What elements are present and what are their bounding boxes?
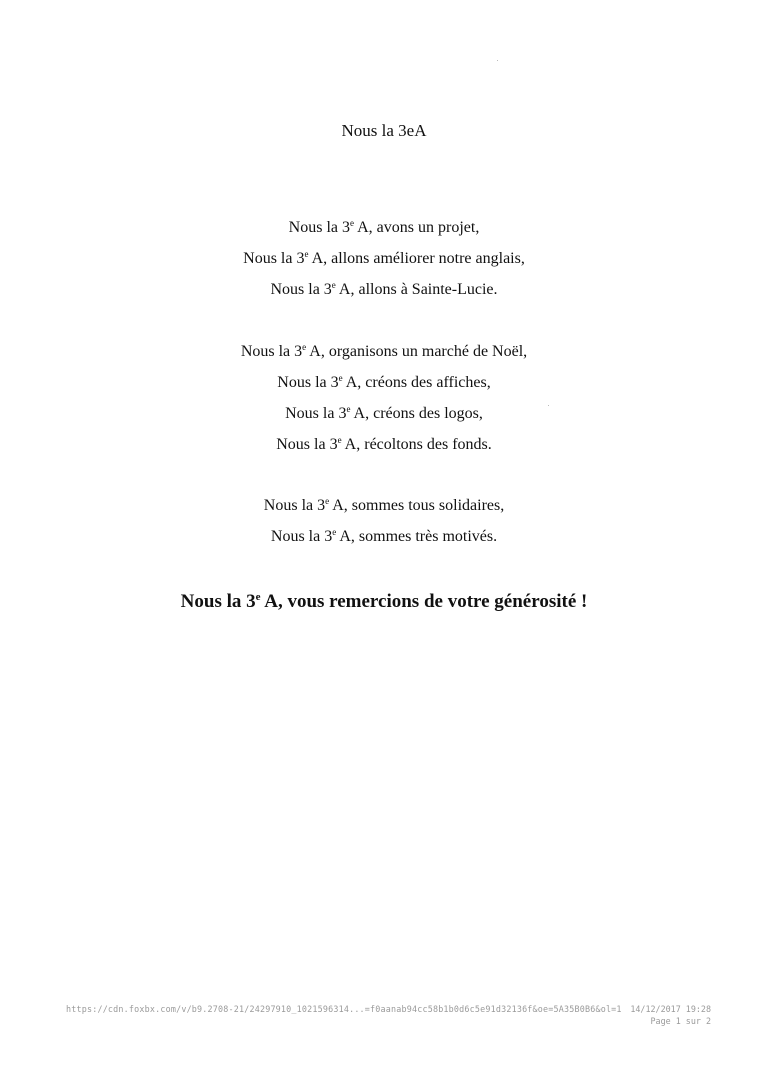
line-text: Nous la 3 xyxy=(276,436,338,453)
poem-line xyxy=(0,212,768,243)
scan-speck xyxy=(497,60,498,61)
page-title: Nous la 3eA xyxy=(341,121,427,140)
superscript: e xyxy=(350,218,354,228)
poem-line xyxy=(0,336,768,367)
superscript: e xyxy=(255,591,261,603)
line-text: Nous la 3 xyxy=(240,343,303,360)
line-text: A, sommes tous solidaires, xyxy=(329,497,505,514)
footer-url: https://cdn.foxbx.com/v/b9.2708-21/24297910_1021596314...=f0aanab94cc58b1b0d6c5e91d32136f&oe=5A35B0B6&ol=1 xyxy=(66,1004,622,1014)
poem-line xyxy=(0,490,768,521)
closing-text: Nous la 3 xyxy=(180,591,256,612)
superscript: e xyxy=(325,496,330,506)
superscript: e xyxy=(304,249,309,259)
superscript: e xyxy=(332,527,337,537)
footer-page-number: Page 1 sur 2 xyxy=(650,1016,711,1026)
line-text: Nous la 3 xyxy=(285,405,347,422)
poem-line xyxy=(0,274,768,305)
poem-line xyxy=(0,367,768,398)
footer-datetime: 14/12/2017 19:28 xyxy=(630,1004,711,1014)
closing-line xyxy=(0,591,768,613)
poem-line xyxy=(0,429,768,460)
stanza xyxy=(0,212,768,305)
superscript: e xyxy=(338,373,343,383)
superscript: e xyxy=(337,435,342,445)
line-text: A, allons améliorer notre anglais, xyxy=(308,250,525,267)
line-text: A, avons un projet, xyxy=(354,219,480,236)
line-text: A, organisons un marché de Noël, xyxy=(306,343,528,360)
line-text: A, créons des affiches, xyxy=(342,374,491,391)
scan-speck xyxy=(548,405,549,406)
poem-line xyxy=(0,398,768,429)
line-text: Nous la 3 xyxy=(270,281,332,298)
stanza xyxy=(0,490,768,552)
line-text: A, sommes très motivés. xyxy=(336,528,498,545)
line-text: Nous la 3 xyxy=(288,219,350,236)
line-text: A, créons des logos, xyxy=(350,405,483,422)
line-text: Nous la 3 xyxy=(277,374,339,391)
poem-line xyxy=(0,243,768,274)
footer-meta xyxy=(630,1003,711,1027)
poem-line xyxy=(0,521,768,552)
stanza xyxy=(0,336,768,460)
line-text: Nous la 3 xyxy=(270,528,333,545)
superscript: e xyxy=(331,280,336,290)
closing-text: A, vous remercions de votre générosité ! xyxy=(260,591,588,612)
superscript: e xyxy=(302,342,307,352)
line-text: A, allons à Sainte-Lucie. xyxy=(335,281,498,298)
line-text: Nous la 3 xyxy=(243,250,305,267)
line-text: A, récoltons des fonds. xyxy=(341,436,492,453)
superscript: e xyxy=(346,404,351,414)
line-text: Nous la 3 xyxy=(263,497,326,514)
